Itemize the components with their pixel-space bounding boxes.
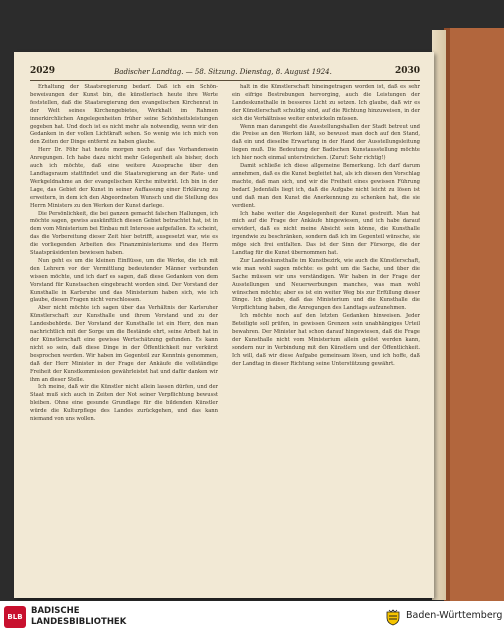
paragraph: Aber nicht möchte ich sagen über das Verhältnis der Karlsruher Künstlerschaft zur Kunsthalle und ihrem Vorstand und zu der Landesbehörde. Der Vorstand der Kunsthalle ist ein Herr, den man nachrichtlich mit der Sorge um die Bestände ehrt, seine Arbeit hat in der Künstlerschaft eine gewisse Wertschätzung gefunden. Es kann nicht so sein, daß diese Dinge in der Öffentlichkeit nur verkürzt besprochen werden. Wir haben im Gegenteil zur Kenntnis genommen, daß der Herr Minister in der Frage der Ankäufe die vollständige Freiheit der Kunstkommission gewährleistet hat und dafür danken wir ihm an dieser Stelle. (30, 305, 218, 383)
paragraph: Damit schließe ich diese allgemeine Bemerkung. Ich darf darum annehmen, daß es die Kunst begleitet hat, als ich diesen den Vorschlag machte, daß man sich, und wir die Freiheit eines gewissen Führung bedarf. Jedenfalls liegt ich, daß die Aufgabe nicht leicht zu lösen ist und daß man den Kunst die Anerkennung zu schenken hat, die sie verdient. (232, 163, 420, 209)
paragraph: Die Persönlichkeit, die bei ganzen gemacht falschen Hallungen, ich möchte sagen, gewiss auskünftlich diesen Gebiet betrachtet hat, ist in dem vom Ministerium bei Einbau mit Interesse aufgefallen. Es scheint, das die Vorbereitung dieser Zeit hier betrifft, ausgesetzt war, wie es die vorliegenden Arbeiten des Finanzministeriums und des Herrn Staatspräsidenten bewiesen haben. (30, 210, 218, 257)
text-column-right (232, 84, 420, 584)
blb-logo[interactable]: BLB (4, 606, 26, 628)
paragraph: Erhaltung der Staatsregierung bedarf. Daß ich ein Schön-beweisungen der Kunst bin, die künstlerisch heute ihre Werte feststellen, daß die Staatsregierung den evangelischen Kirchenrat in der Welt seines Kirchengebietes, Werkhalt im Rahmen innerkirchlichen Angelegenheiten früher seine Schönheitsleistungen gegeben hat. Und doch ist es nicht mehr als notwendig, wenn wir den Gedanken in der vollen Lichtkraft sehen. So wenig wie ich mich von den Zeiten der Dinge entfernt zu haben glaube. (30, 84, 218, 146)
page-header (30, 66, 420, 80)
paragraph: Nun geht es um die kleinen Einflüsse, um die Werke, die ich mit den Lehrern vor der Vermittlung bedeutender Männer verbunden wissen möchte, und ich darf es sagen, daß diese Gedanken von dem Vorstand für Kunstsachen eingebracht worden sind. Der Vorstand der Kunsthalle in Karlsruhe und das Ministerium haben sich, wie ich glaube, diesen Fragen nicht verschlossen. (30, 257, 218, 304)
running-title: Badischer Landtag. — 58. Sitzung. Dienstag, 8. August 1924. (114, 68, 332, 76)
book-cover (444, 28, 504, 601)
page-number-left: 2029 (30, 66, 56, 76)
blb-name-line1: BADISCHE (31, 606, 80, 616)
page-number-right: 2030 (394, 66, 420, 76)
paragraph: Herr Dr. Föhr hat heute morgen noch auf das Vorhandensein Anregungen. Ich habe dazu nicht mehr Gelegenheit als bisher, doch auch ich möchte, daß eine weitere Aussprache über den Landtagsraum stattfindet und die Staatsregierung an der Rate- und Werkgeldnahme an der evangelischen Kirche mitwirkt. Ich bin in der Lage, das Gebiet der Kunst in seiner Auffassung einer Erklärung zu erweitern, in dem ich den Abgeordneten Wunsch und die Stellung des Herrn Ministers zu den Werken der Kunst darlege. (30, 147, 218, 209)
baden-wuerttemberg-crest-icon (384, 608, 402, 626)
paragraph: Ich habe weiter die Angelegenheit der Kunst gestreift. Man hat mich auf die Frage der Ankäufe hingewiesen, und ich habe darauf erwidert, daß es nicht meine Absicht sein könne, die Kunsthalle irgendwie zu beschränken, sondern daß ich im Gegenteil wünsche, sie möge sich frei entfalten. Das ist der Sinn der Fürsorge, die der Landtag für die Kunst übernommen hat. (232, 210, 420, 257)
paragraph: halt in die Künstlerschaft hineingetragen worden ist, daß es sehr ein eifrige Bestrebungen hervorging, auch die Leistungen der Landeskunsthalle in besseres Licht zu setzen. Ich glaube, daß wir es der Künstlerschaft schuldig sind, auf die Richtung hinzuweisen, in der sich die Verhältnisse weiter entwickeln müssen. (232, 84, 420, 122)
paragraph: Ich meine, daß wir die Künstler nicht allein lassen dürfen, und der Staat muß sich auch in Zeiten der Not seiner Verpflichtung bewusst bleiben. Ohne eine gesunde Grundlage für die bildenden Künstler würde die Kulturpflege des Landes zurückgehen, und das kann niemand von uns wollen. (30, 384, 218, 423)
blb-name[interactable] (31, 606, 126, 628)
baden-wuerttemberg-label[interactable]: Baden-Württemberg (406, 610, 503, 621)
paragraph: Zur Landeskunsthalle im Kunstbezirk, wie auch die Künstlerschaft, wie man wohl sagen möchte: es geht um die Sache, und über die Sache müssen wir uns verständigen. Wir haben in der Frage der Ausstellungen und Neuerwerbungen manches, was man wohl wünschen möchte; aber es ist ein weiter Weg bis zur Erfüllung dieser Dinge. Ich glaube, daß das Ministerium und die Kunsthalle die Verpflichtung haben, die Anregungen des Landtags aufzunehmen. (232, 257, 420, 312)
blb-name-line2: LANDESBIBLIOTHEK (31, 617, 127, 627)
paragraph: Ich möchte noch auf den letzten Gedanken hinweisen. Jeder Beteiligte soll prüfen, in gewissen Grenzen sein unabhängiges Urteil bewahren. Der Minister hat schon darauf hingewiesen, daß die Frage der Kunsthalle nicht vom Ministerium allein gelöst werden kann, sondern nur in Verbindung mit den Künstlern und der Öffentlichkeit. Ich will, daß wir diese Aufgabe gemeinsam lösen, und ich hoffe, daß der Landtag in dieser Richtung seine Unterstützung gewährt. (232, 313, 420, 367)
page-edge (432, 30, 446, 600)
paragraph: Wenn man darangeht die Ausstellungshallen der Stadt betreut und die Preise an den Werken läßt, so bewusst man doch auf den Stand, daß ein und dieselbe Erwartung in der Hand der Ausstellungsleitung liegen muß. Die Bedeutung der Badischen Kunstausstellung möchte ich hier noch einmal unterstreichen. (Zuruf: Sehr richtig!) (232, 123, 420, 162)
text-column-left (30, 84, 218, 584)
header-rule (30, 80, 420, 81)
